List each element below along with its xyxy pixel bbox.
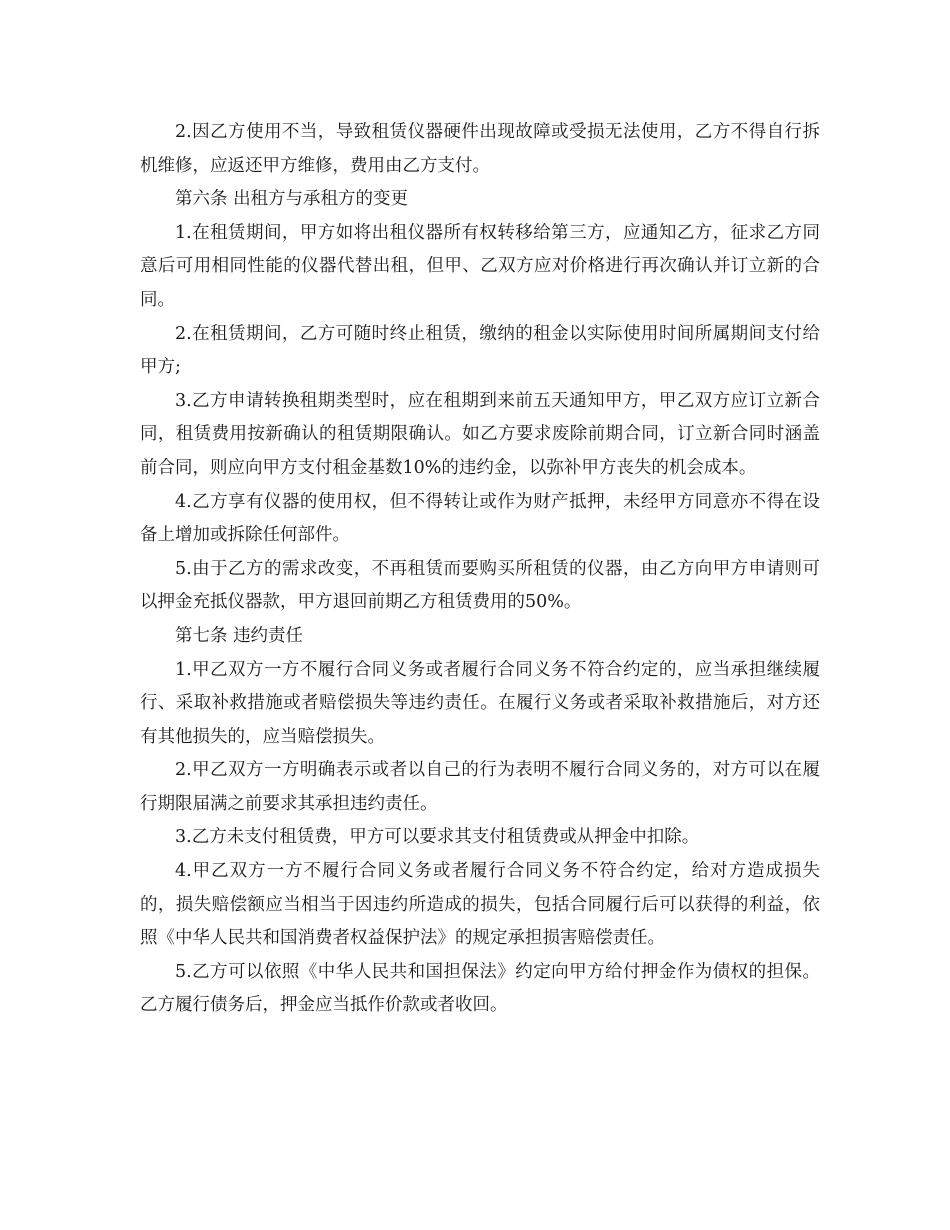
article-6-item-2: 2.在租赁期间，乙方可随时终止租赁，缴纳的租金以实际使用时间所属期间支付给甲方; <box>140 323 820 378</box>
article-6-item-3: 3.乙方申请转换租期类型时，应在租期到来前五天通知甲方，甲乙双方应订立新合同，租赁费用按新确认的租赁期限确认。如乙方要求废除前期合同，订立新合同时涵盖前合同，则应向甲方支付租金基数10%的违约金，以弥补甲方丧失的机会成本。 <box>140 390 820 478</box>
clause-5-item-2: 2.因乙方使用不当，导致租赁仪器硬件出现故障或受损无法使用，乙方不得自行拆机维修，应返还甲方维修，费用由乙方支付。 <box>140 122 820 176</box>
article-7-item-4: 4.甲乙双方一方不履行合同义务或者履行合同义务不符合约定，给对方造成损失的，损失赔偿额应当相当于因违约所造成的损失，包括合同履行后可以获得的利益，依照《中华人民共和国消费者权益保护法》的规定承担损害赔偿责任。 <box>140 861 820 949</box>
article-7-item-2: 2.甲乙双方一方明确表示或者以自己的行为表明不履行合同义务的，对方可以在履行期限届满之前要求其承担违约责任。 <box>140 760 820 814</box>
article-6-item-1: 1.在租赁期间，甲方如将出租仪器所有权转移给第三方，应通知乙方，征求乙方同意后可用相同性能的仪器代替出租，但甲、乙双方应对价格进行再次确认并订立新的合同。 <box>140 222 820 310</box>
document-body <box>140 116 820 1023</box>
article-6-heading: 第六条 出租方与承租方的变更 <box>175 189 409 210</box>
article-7-item-5: 5.乙方可以依照《中华人民共和国担保法》约定向甲方给付押金作为债权的担保。乙方履行债务后，押金应当抵作价款或者收回。 <box>140 961 820 1016</box>
article-6-item-5: 5.由于乙方的需求改变，不再租赁而要购买所租赁的仪器，由乙方向甲方申请则可以押金充抵仪器款，甲方退回前期乙方租赁费用的50%。 <box>140 558 820 613</box>
article-7-item-1: 1.甲乙双方一方不履行合同义务或者履行合同义务不符合约定的，应当承担继续履行、采取补救措施或者赔偿损失等违约责任。在履行义务或者采取补救措施后，对方还有其他损失的，应当赔偿损失。 <box>140 659 820 747</box>
article-7-item-3: 3.乙方未支付租赁费，甲方可以要求其支付租赁费或从押金中扣除。 <box>175 827 700 848</box>
article-7-heading: 第七条 违约责任 <box>175 625 304 646</box>
article-6-item-4: 4.乙方享有仪器的使用权，但不得转让或作为财产抵押，未经甲方同意亦不得在设备上增加或拆除任何部件。 <box>140 491 820 546</box>
